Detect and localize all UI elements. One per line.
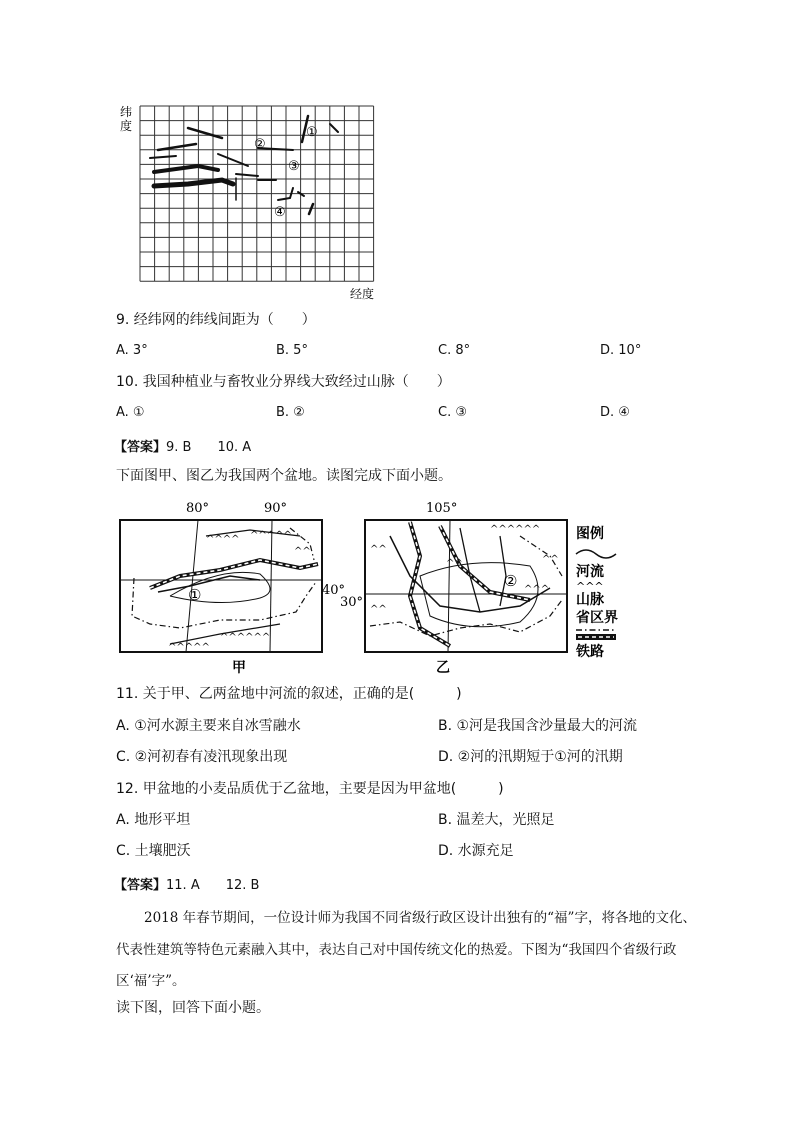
answer-tag: 【答案】 — [114, 878, 167, 893]
question-9-option-b[interactable]: B. 5° — [276, 343, 308, 358]
question-9-option-a[interactable]: A. 3° — [116, 343, 148, 358]
mountain-symbol: ^^^^^ — [250, 530, 292, 541]
intro-read-figure: 读下图，回答下面小题。 — [116, 1000, 270, 1016]
legend — [575, 525, 618, 660]
caption-yi: 乙 — [436, 660, 450, 676]
question-11-stem: 11. 关于甲、乙两盆地中河流的叙述，正确的是( ) — [116, 686, 462, 702]
lat-label-40: 40° — [322, 583, 346, 598]
answer-text: 9. B 10. A — [166, 440, 252, 455]
mountain-symbol: ^^ — [446, 558, 463, 569]
answer-block-2 — [114, 874, 259, 893]
map-stroke — [236, 174, 258, 176]
map-yi-marker-2: ② — [504, 572, 518, 590]
railway-inner — [150, 560, 318, 588]
legend-mountain-icon: ^^^ — [576, 580, 604, 593]
mountain-symbol: ^^^^^^ — [490, 524, 541, 535]
question-10-option-c[interactable]: C. ③ — [438, 405, 467, 420]
y-axis-label-top: 纬 — [120, 105, 133, 119]
caption-jia: 甲 — [232, 660, 246, 676]
mountain-symbol: ^^^^^^ — [220, 632, 271, 643]
y-axis-label-bottom: 度 — [120, 119, 133, 133]
mountain-symbol: ^^^^^ — [168, 642, 210, 653]
province-border — [370, 600, 562, 636]
map-jia-marker-1: ① — [188, 586, 202, 604]
question-11-option-a[interactable]: A. ①河水源主要来自冰雪融水 — [116, 718, 301, 734]
figure-basin-maps — [110, 496, 630, 676]
x-axis-label: 经度 — [350, 287, 375, 300]
intro-basins: 下面图甲、图乙为我国两个盆地。读图完成下面小题。 — [116, 468, 452, 484]
basin-outline — [420, 563, 538, 627]
map-stroke — [150, 156, 176, 158]
question-9-stem: 9. 经纬网的纬线间距为（ ） — [116, 312, 316, 328]
mountain-symbol: ^^ — [370, 604, 387, 615]
question-9-option-d[interactable]: D. 10° — [600, 343, 642, 358]
map-stroke — [309, 204, 313, 214]
mountain-symbol: ^^^^ — [206, 534, 240, 545]
answer-tag: 【答案】 — [114, 440, 167, 455]
mountain-symbol: ^^ — [370, 544, 387, 555]
question-11-option-c[interactable]: C. ②河初春有凌汛现象出现 — [116, 749, 288, 765]
map-stroke — [158, 144, 196, 150]
marker-3: ③ — [288, 159, 300, 174]
legend-border: 省区界 — [576, 610, 618, 626]
legend-river: 河流 — [576, 564, 604, 580]
marker-1: ① — [306, 125, 318, 140]
answer-block-1 — [114, 436, 251, 455]
mountain-symbol: ^^ — [542, 554, 559, 565]
legend-title: 图例 — [576, 526, 604, 542]
question-12-stem: 12. 甲盆地的小麦品质优于乙盆地，主要是因为甲盆地( ) — [116, 781, 504, 797]
marker-4: ④ — [274, 205, 286, 220]
legend-mountain: 山脉 — [576, 592, 604, 608]
question-12-option-c[interactable]: C. 土壤肥沃 — [116, 843, 191, 859]
marker-2: ② — [254, 137, 266, 152]
railway — [410, 522, 450, 646]
basin-maps-svg — [110, 496, 630, 676]
question-12-option-b[interactable]: B. 温差大，光照足 — [438, 812, 555, 828]
lon-label-80: 80° — [186, 501, 210, 516]
answer-text: 11. A 12. B — [166, 878, 260, 893]
paragraph-line-3: 区‘福’字”。 — [116, 973, 186, 989]
lon-label-105: 105° — [426, 501, 458, 516]
question-9-option-c[interactable]: C. 8° — [438, 343, 471, 358]
question-12-option-a[interactable]: A. 地形平坦 — [116, 812, 191, 828]
map-stroke — [154, 180, 233, 186]
map-stroke — [154, 166, 218, 172]
mountain-symbol: ^^ — [294, 546, 311, 557]
question-10-option-a[interactable]: A. ① — [116, 405, 145, 420]
question-12-option-d[interactable]: D. 水源充足 — [438, 843, 514, 859]
railway — [150, 560, 318, 588]
figure-grid-map — [118, 100, 388, 300]
map-stroke — [330, 124, 338, 132]
question-10-option-d[interactable]: D. ④ — [600, 405, 630, 420]
paragraph-line-1: 2018 年春节期间，一位设计师为我国不同省级行政区设计出独有的“福”字，将各地的文化、 — [144, 910, 696, 926]
question-11-option-d[interactable]: D. ②河的汛期短于①河的汛期 — [438, 749, 623, 765]
paragraph-line-2: 代表性建筑等特色元素融入其中，表达自己对中国传统文化的热爱。下图为“我国四个省级行政 — [116, 942, 677, 958]
grid-map-svg — [118, 100, 388, 300]
lon-label-90: 90° — [264, 501, 288, 516]
map-stroke — [188, 128, 222, 138]
lat-label-30: 30° — [340, 595, 364, 610]
legend-river-icon — [576, 550, 616, 558]
question-11-option-b[interactable]: B. ①河是我国含沙量最大的河流 — [438, 718, 638, 734]
legend-railway: 铁路 — [576, 644, 604, 660]
mountain-symbol: ^^^ — [524, 584, 550, 595]
question-10-option-b[interactable]: B. ② — [276, 405, 305, 420]
question-10-stem: 10. 我国种植业与畜牧业分界线大致经过山脉（ ） — [116, 374, 451, 390]
